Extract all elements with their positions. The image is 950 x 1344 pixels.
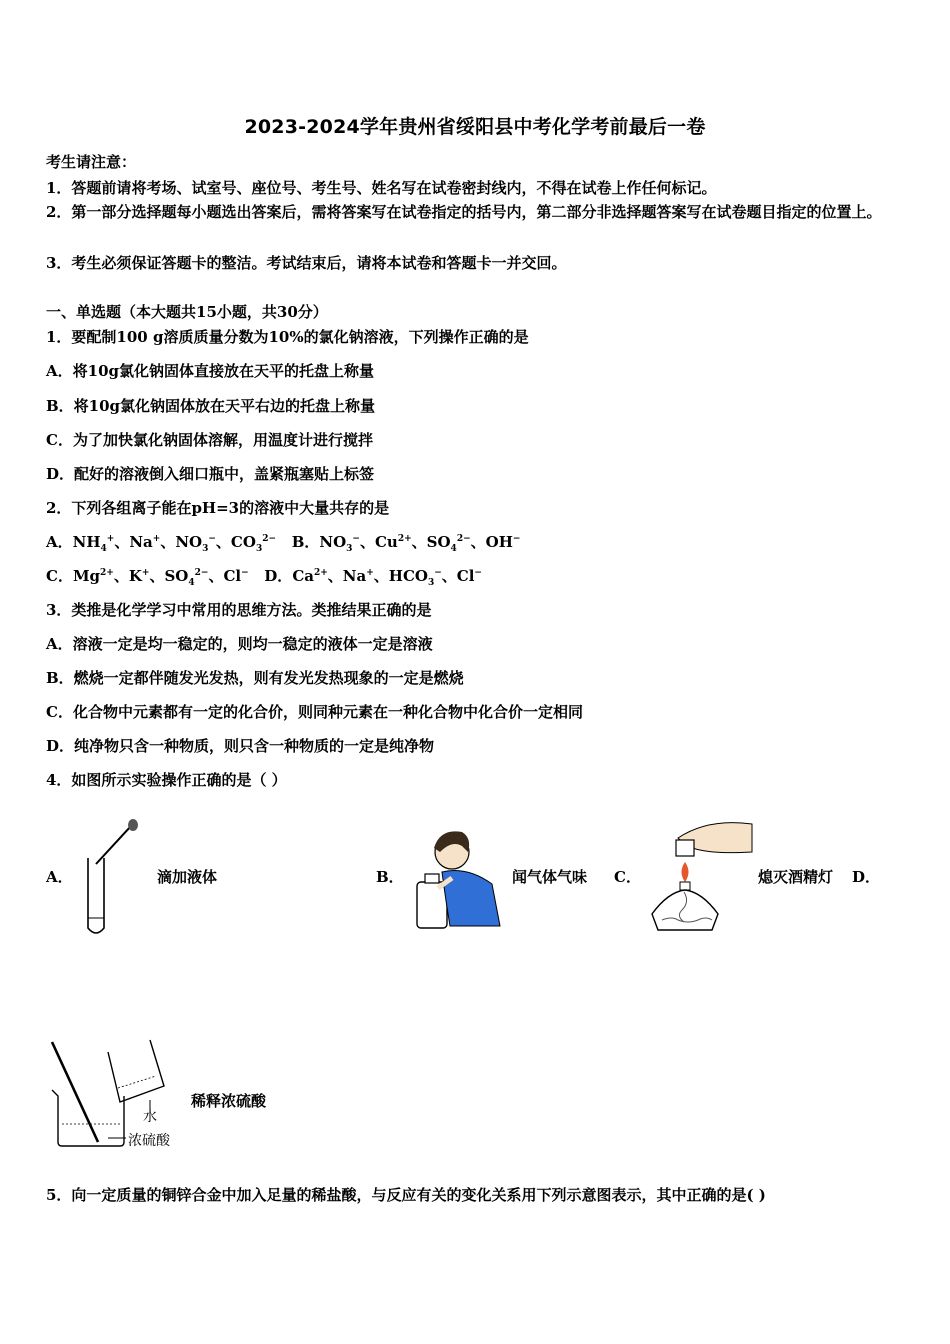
notice-item-2: 2．第一部分选择题每小题选出答案后，需将答案写在试卷指定的括号内，第二部分非选择题答案写在试卷题目指定的位置上。 <box>46 203 882 221</box>
q3-stem: 3．类推是化学学习中常用的思维方法。类推结果正确的是 <box>46 601 432 619</box>
q2-option-d-letter: D． <box>264 567 293 585</box>
q4-letter-b: B． <box>376 868 404 886</box>
q3-option-b: B．燃烧一定都伴随发光发热，则有发光发热现象的一定是燃烧 <box>46 669 464 687</box>
section-heading: 一、单选题（本大题共15小题，共30分） <box>46 303 328 321</box>
q2-option-b-letter: B． <box>291 533 320 551</box>
q2-option-b-ions: $NO_3^-$、$Cu^{2+}$、$SO_4^{2-}$、OH− <box>319 533 521 554</box>
q2-options-ab <box>46 532 520 552</box>
q3-option-d: D．纯净物只含一种物质，则只含一种物质的一定是纯净物 <box>46 737 435 755</box>
q1-stem: 1．要配制100 g溶质质量分数为10%的氯化钠溶液，下列操作正确的是 <box>46 328 529 346</box>
q1-option-c: C．为了加快氯化钠固体溶解，用温度计进行搅拌 <box>46 431 373 449</box>
q4-caption-d: 稀释浓硫酸 <box>191 1092 267 1110</box>
dropper-test-tube-figure <box>78 818 142 938</box>
q2-option-d-ions: $Ca^{2+}$、Na+、$HCO_3^-$、Cl− <box>292 567 482 588</box>
q4-stem: 4．如图所示实验操作正确的是（ ） <box>46 771 287 789</box>
q1-option-a: A．将10g氯化钠固体直接放在天平的托盘上称量 <box>46 362 375 380</box>
q4-caption-a: 滴加液体 <box>157 868 218 886</box>
q4-caption-b: 闻气体气味 <box>512 868 588 886</box>
q5-stem: 5．向一定质量的铜锌合金中加入足量的稀盐酸，与反应有关的变化关系用下列示意图表示，其中正确的是( ) <box>46 1186 766 1204</box>
q4-label-water: 水 <box>143 1109 157 1125</box>
notice-item-1: 1．答题前请将考场、试室号、座位号、考生号、姓名写在试卷密封线内，不得在试卷上作任何标记。 <box>46 179 717 197</box>
q2-option-a-ions: $NH_4^+$、Na+、$NO_3^-$、$CO_3^{2-}$ <box>72 533 277 554</box>
q3-option-c: C．化合物中元素都有一定的化合价，则同种元素在一种化合物中化合价一定相同 <box>46 703 583 721</box>
q2-option-c-letter: C． <box>46 567 73 585</box>
q4-caption-c: 熄灭酒精灯 <box>758 868 834 886</box>
q4-letter-c: C． <box>614 868 641 886</box>
q1-option-b: B．将10g氯化钠固体放在天平右边的托盘上称量 <box>46 397 376 415</box>
q4-label-acid: 浓硫酸 <box>128 1133 170 1149</box>
alcohol-lamp-figure <box>648 818 754 936</box>
q4-letter-d: D． <box>852 868 881 886</box>
q3-option-a: A．溶液一定是均一稳定的，则均一稳定的液体一定是溶液 <box>46 635 433 653</box>
page-title: 2023-2024学年贵州省绥阳县中考化学考前最后一卷 <box>244 116 706 138</box>
q2-option-a-letter: A． <box>46 533 73 551</box>
q2-stem: 2．下列各组离子能在pH=3的溶液中大量共存的是 <box>46 499 390 517</box>
notice-item-3: 3．考生必须保证答题卡的整洁。考试结束后，请将本试卷和答题卡一并交回。 <box>46 254 567 272</box>
q2-options-cd <box>46 566 482 586</box>
notice-heading: 考生请注意： <box>46 153 137 171</box>
smell-gas-figure <box>412 822 504 932</box>
q2-option-c-ions: $Mg^{2+}$、K+、$SO_4^{2-}$、Cl− <box>72 567 249 588</box>
q1-option-d: D．配好的溶液倒入细口瓶中，盖紧瓶塞贴上标签 <box>46 465 375 483</box>
q4-letter-a: A． <box>46 868 73 886</box>
